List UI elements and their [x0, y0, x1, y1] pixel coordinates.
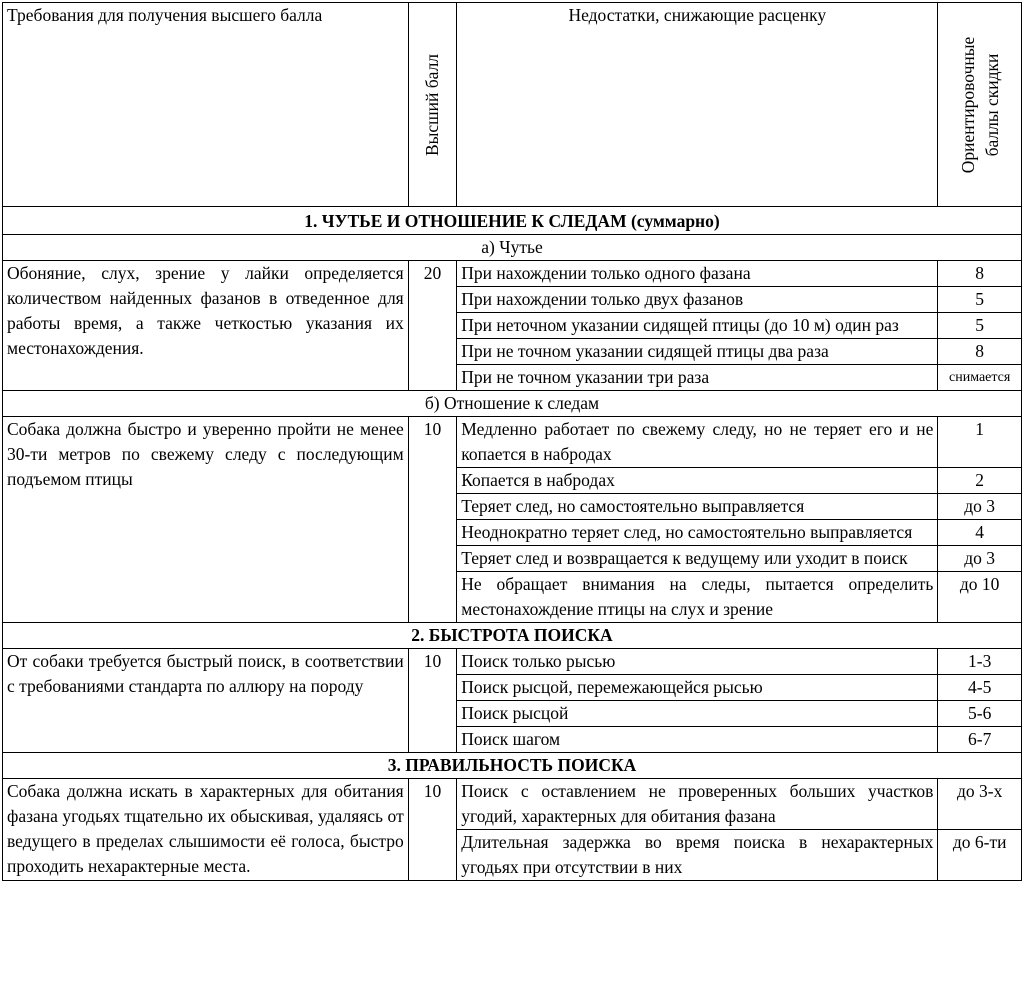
deduction-points: 5 [938, 313, 1022, 339]
requirement-text: Собака должна быстро и уверенно пройти не менее 30-ти метров по свежему следу с последующим подъемом птицы [3, 417, 409, 623]
deficiency-text: При нахождении только двух фазанов [457, 287, 938, 313]
deficiency-text: При нахождении только одного фазана [457, 261, 938, 287]
deduction-points: 1 [938, 417, 1022, 468]
header-deficiencies: Недостатки, снижающие расценку [457, 3, 938, 207]
deduction-points: снимается [938, 365, 1022, 391]
table-row [3, 649, 1022, 675]
requirement-text: Собака должна искать в характерных для обитания фазана угодьях тщательно их обыскивая, удаляясь от ведущего в пределах слышимости её голоса, быстро проходить нехарактерные места. [3, 779, 409, 881]
subsection-row [3, 235, 1022, 261]
deficiency-text: При не точном указании три раза [457, 365, 938, 391]
max-score: 20 [408, 261, 457, 391]
deduction-points: 5-6 [938, 701, 1022, 727]
deduction-points: до 3 [938, 546, 1022, 572]
deficiency-text: Теряет след и возвращается к ведущему или уходит в поиск [457, 546, 938, 572]
deficiency-text: Поиск рысцой [457, 701, 938, 727]
subsection-row [3, 391, 1022, 417]
deduction-points: 6-7 [938, 727, 1022, 753]
header-max-score: Высший балл [422, 53, 443, 156]
max-score: 10 [408, 417, 457, 623]
section-title-row [3, 753, 1022, 779]
table-row [3, 779, 1022, 830]
deduction-points: 5 [938, 287, 1022, 313]
table-row [3, 261, 1022, 287]
section-1b-subtitle: б) Отношение к следам [3, 391, 1022, 417]
deficiency-text: При не точном указании сидящей птицы два раза [457, 339, 938, 365]
section-title-row [3, 207, 1022, 235]
deduction-points: до 3 [938, 494, 1022, 520]
deduction-points: до 3-х [938, 779, 1022, 830]
requirement-text: От собаки требуется быстрый поиск, в соответствии с требованиями стандарта по аллюру на породу [3, 649, 409, 753]
max-score: 10 [408, 649, 457, 753]
section-1-title: 1. ЧУТЬЕ И ОТНОШЕНИЕ К СЛЕДАМ (суммарно) [3, 207, 1022, 235]
section-1a-subtitle: а) Чутье [3, 235, 1022, 261]
deficiency-text: Не обращает внимания на следы, пытается определить местонахождение птицы на слух и зрение [457, 572, 938, 623]
header-points: Ориентировочные баллы скидки [957, 36, 1002, 173]
max-score: 10 [408, 779, 457, 881]
deduction-points: до 10 [938, 572, 1022, 623]
deduction-points: до 6-ти [938, 830, 1022, 881]
deduction-points: 4-5 [938, 675, 1022, 701]
header-row [3, 3, 1022, 207]
section-3-title: 3. ПРАВИЛЬНОСТЬ ПОИСКА [3, 753, 1022, 779]
deficiency-text: Поиск с оставлением не проверенных больших участков угодий, характерных для обитания фазана [457, 779, 938, 830]
header-max-score-cell [408, 3, 457, 207]
deficiency-text: При неточном указании сидящей птицы (до 10 м) один раз [457, 313, 938, 339]
section-title-row [3, 623, 1022, 649]
requirement-text: Обоняние, слух, зрение у лайки определяется количеством найденных фазанов в отведенное для работы время, а также четкостью указания их местонахождения. [3, 261, 409, 391]
section-2-title: 2. БЫСТРОТА ПОИСКА [3, 623, 1022, 649]
deficiency-text: Длительная задержка во время поиска в нехарактерных угодьях при отсутствии в них [457, 830, 938, 881]
deduction-points: 4 [938, 520, 1022, 546]
scoring-table [2, 2, 1022, 881]
deficiency-text: Поиск только рысью [457, 649, 938, 675]
deficiency-text: Медленно работает по свежему следу, но не теряет его и не копается в набродах [457, 417, 938, 468]
deficiency-text: Копается в набродах [457, 468, 938, 494]
deduction-points: 1-3 [938, 649, 1022, 675]
header-points-cell [938, 3, 1022, 207]
table-row [3, 417, 1022, 468]
deduction-points: 8 [938, 339, 1022, 365]
deficiency-text: Поиск рысцой, перемежающейся рысью [457, 675, 938, 701]
deficiency-text: Неоднократно теряет след, но самостоятельно выправляется [457, 520, 938, 546]
deficiency-text: Поиск шагом [457, 727, 938, 753]
deficiency-text: Теряет след, но самостоятельно выправляется [457, 494, 938, 520]
deduction-points: 2 [938, 468, 1022, 494]
header-requirements: Требования для получения высшего балла [3, 3, 409, 207]
deduction-points: 8 [938, 261, 1022, 287]
